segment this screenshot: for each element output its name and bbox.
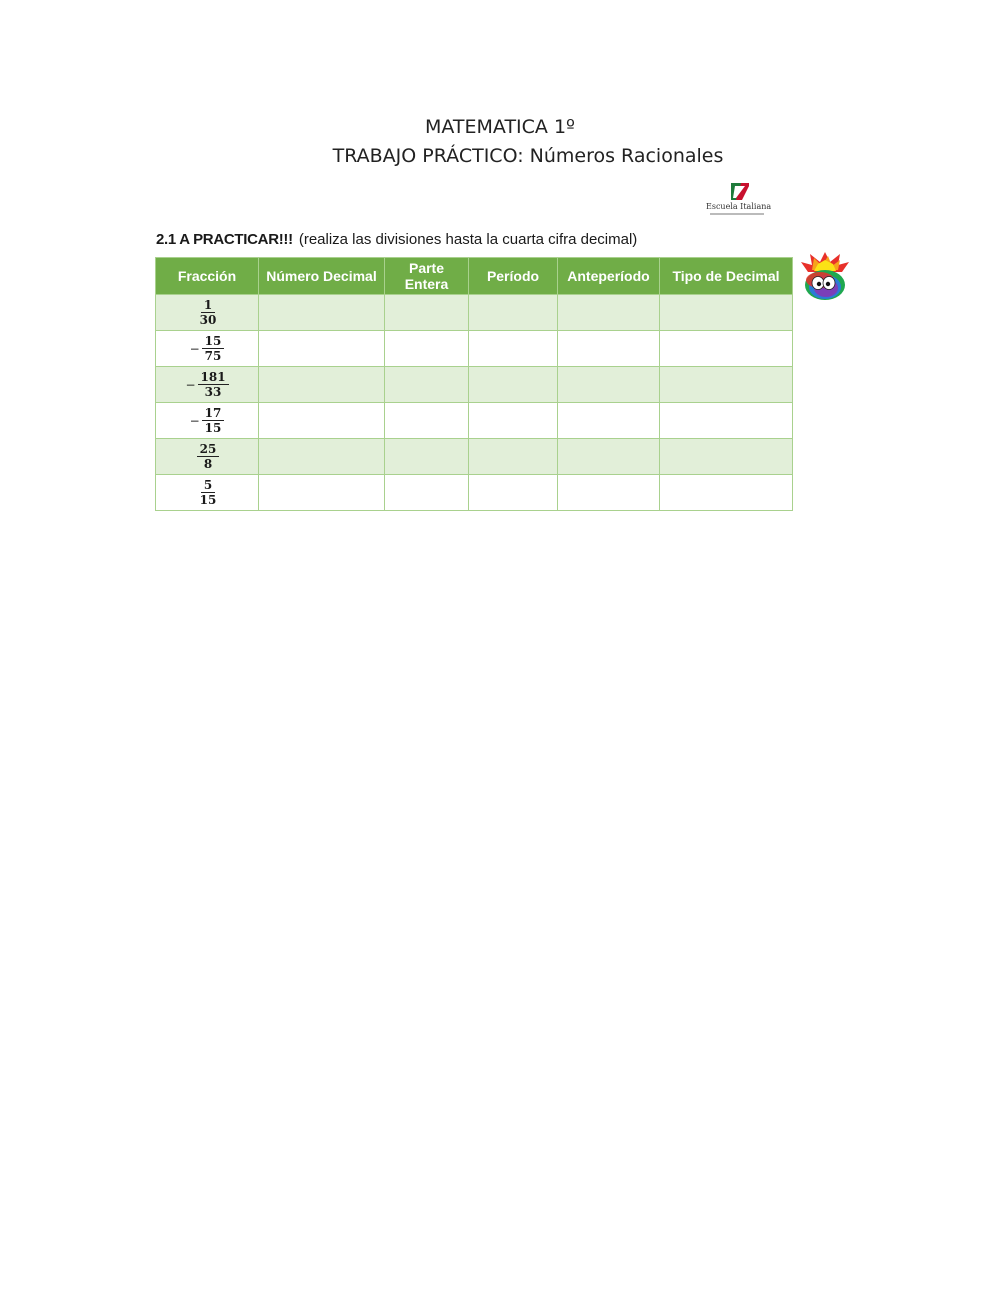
fraction-cell (156, 439, 259, 475)
tipo-decimal-cell[interactable] (660, 295, 793, 331)
tipo-decimal-cell[interactable] (660, 367, 793, 403)
fraction (190, 406, 225, 436)
numero-decimal-cell[interactable] (259, 475, 385, 511)
fraction-cell (156, 331, 259, 367)
parte-entera-cell[interactable] (385, 403, 469, 439)
anteperiodo-cell[interactable] (558, 403, 660, 439)
column-header-numero-decimal: Número Decimal (259, 258, 385, 295)
fraction-sign: − (189, 413, 200, 428)
school-logo-icon (730, 183, 750, 201)
fraction-sign: − (185, 377, 196, 392)
fraction-cell (156, 367, 259, 403)
denominator: 15 (199, 492, 217, 507)
fraction-cell (156, 475, 259, 511)
periodo-cell[interactable] (469, 367, 558, 403)
logo-divider (710, 213, 764, 215)
table-row (156, 367, 793, 403)
denominator: 75 (204, 348, 222, 363)
section-title: 2.1 A PRACTICAR!!! (156, 231, 293, 248)
fraction (195, 442, 220, 472)
column-header-anteperiodo: Anteperíodo (558, 258, 660, 295)
anteperiodo-cell[interactable] (558, 295, 660, 331)
tipo-decimal-cell[interactable] (660, 439, 793, 475)
section-heading (156, 231, 637, 248)
parte-entera-cell[interactable] (385, 295, 469, 331)
fraction (195, 478, 220, 508)
school-logo (706, 183, 772, 221)
denominator: 8 (203, 456, 213, 471)
denominator: 30 (199, 312, 217, 327)
numerator: 1 (201, 298, 215, 313)
school-name: Escuela Italiana (706, 202, 772, 211)
fraction-cell (156, 295, 259, 331)
periodo-cell[interactable] (469, 403, 558, 439)
table-header-row (156, 258, 793, 295)
puffle-mascot-icon (800, 250, 850, 302)
column-header-tipo-decimal: Tipo de Decimal (660, 258, 793, 295)
table-row (156, 331, 793, 367)
table-row (156, 475, 793, 511)
anteperiodo-cell[interactable] (558, 439, 660, 475)
table-row (156, 403, 793, 439)
periodo-cell[interactable] (469, 439, 558, 475)
fraction (195, 298, 220, 328)
tipo-decimal-cell[interactable] (660, 403, 793, 439)
numerator: 17 (202, 406, 225, 421)
parte-entera-cell[interactable] (385, 475, 469, 511)
fraction-sign: − (189, 341, 200, 356)
denominator: 33 (204, 384, 222, 399)
column-header-parte-entera: Parte Entera (385, 258, 469, 295)
denominator: 15 (204, 420, 222, 435)
fraction (190, 334, 225, 364)
column-header-fraccion: Fracción (156, 258, 259, 295)
periodo-cell[interactable] (469, 295, 558, 331)
fraction (185, 370, 228, 400)
numerator: 181 (198, 370, 229, 385)
anteperiodo-cell[interactable] (558, 331, 660, 367)
numero-decimal-cell[interactable] (259, 295, 385, 331)
page-subtitle: TRABAJO PRÁCTICO: Números Racionales (332, 145, 724, 167)
numerator: 15 (202, 334, 225, 349)
section-instruction: (realiza las divisiones hasta la cuarta cifra decimal) (298, 231, 638, 248)
anteperiodo-cell[interactable] (558, 367, 660, 403)
periodo-cell[interactable] (469, 331, 558, 367)
parte-entera-cell[interactable] (385, 331, 469, 367)
tipo-decimal-cell[interactable] (660, 331, 793, 367)
parte-entera-cell[interactable] (385, 367, 469, 403)
numero-decimal-cell[interactable] (259, 403, 385, 439)
anteperiodo-cell[interactable] (558, 475, 660, 511)
table-row (156, 295, 793, 331)
parte-entera-cell[interactable] (385, 439, 469, 475)
page-title: MATEMATICA 1º (425, 116, 575, 138)
numerator: 25 (197, 442, 220, 457)
periodo-cell[interactable] (469, 475, 558, 511)
numero-decimal-cell[interactable] (259, 439, 385, 475)
numero-decimal-cell[interactable] (259, 367, 385, 403)
fraction-cell (156, 403, 259, 439)
column-header-periodo: Período (469, 258, 558, 295)
numero-decimal-cell[interactable] (259, 331, 385, 367)
table-row (156, 439, 793, 475)
numerator: 5 (201, 478, 215, 493)
fractions-table (155, 257, 793, 511)
tipo-decimal-cell[interactable] (660, 475, 793, 511)
